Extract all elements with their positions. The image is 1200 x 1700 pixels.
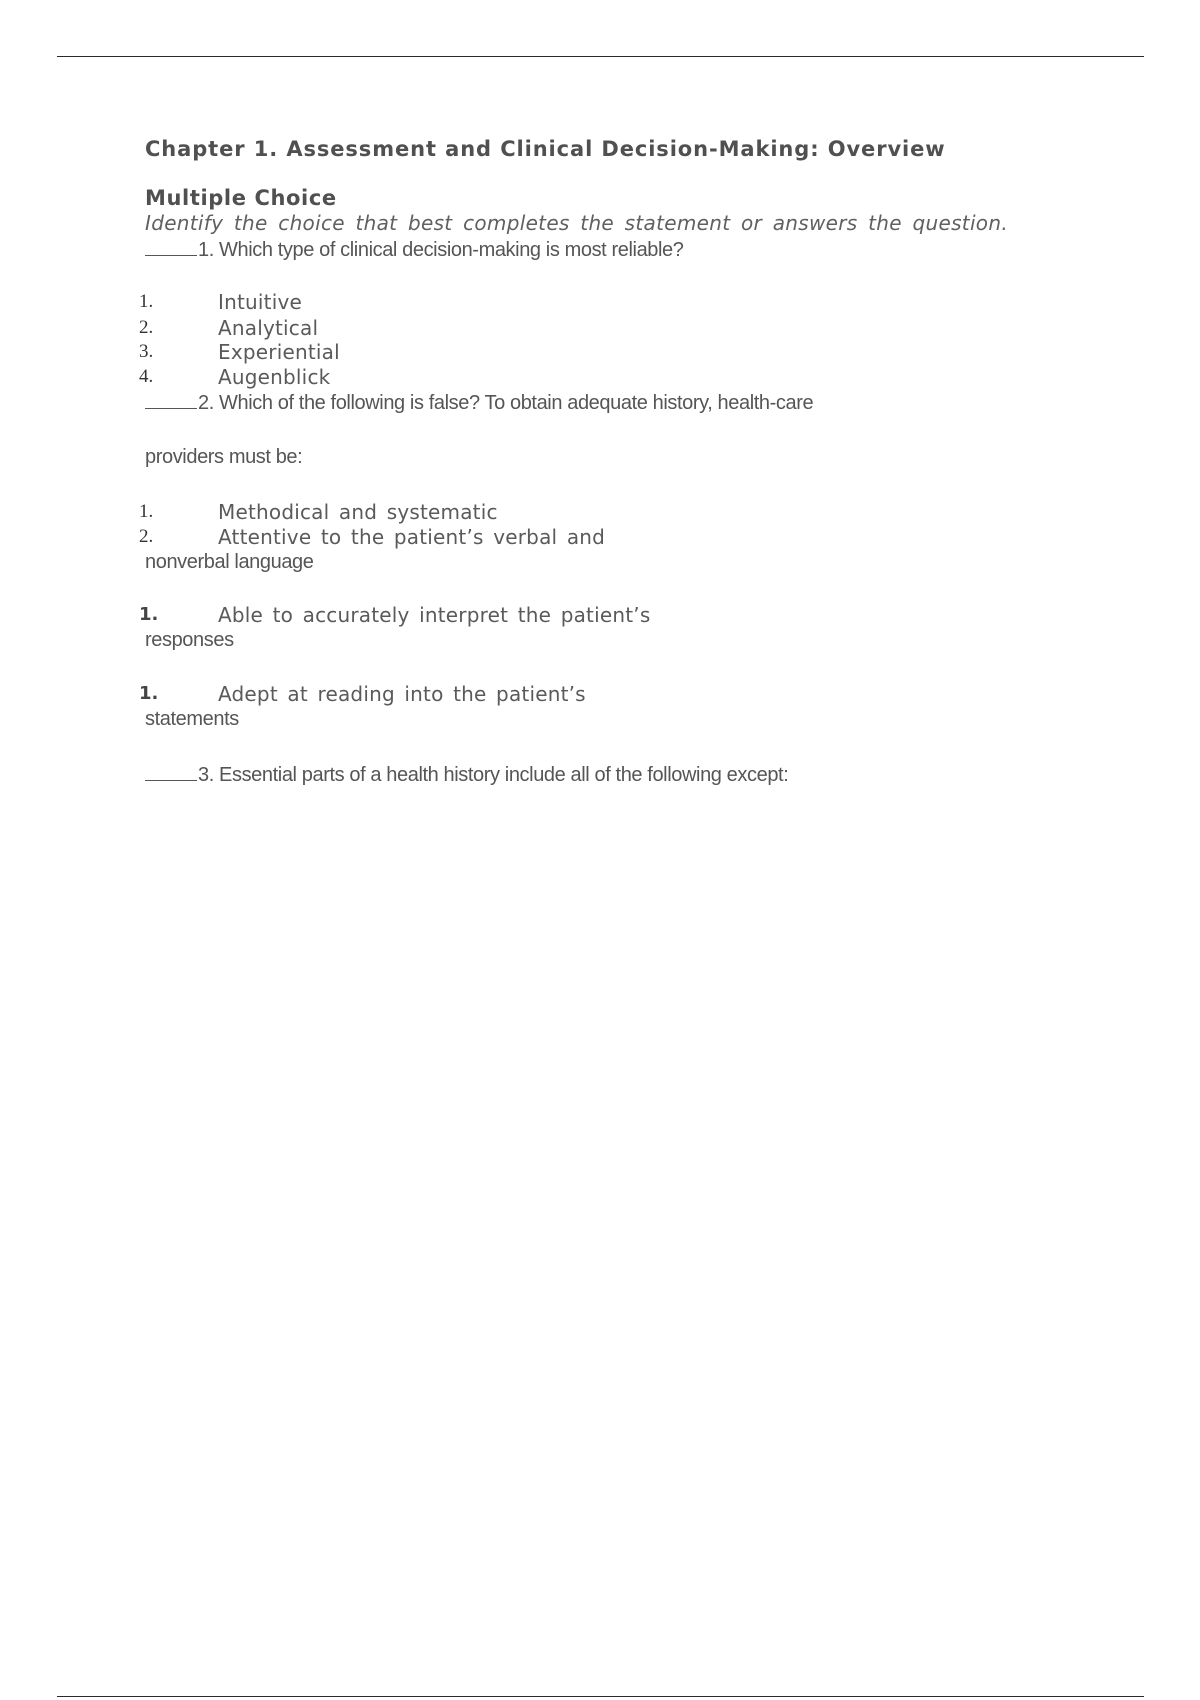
question-2 — [145, 391, 813, 415]
question-3 — [145, 763, 788, 787]
option-text: Adept at reading into the patient’s — [218, 682, 586, 706]
question-3-text: 3. Essential parts of a health history include all of the following except: — [198, 764, 789, 786]
option-text: Augenblick — [218, 365, 331, 389]
option-text: Able to accurately interpret the patient’s — [218, 603, 651, 627]
answer-blank[interactable] — [145, 763, 197, 781]
option-text-wrap: statements — [145, 708, 239, 730]
option-number: 4. — [139, 366, 154, 387]
section-title: Multiple Choice — [145, 186, 337, 210]
instructions: Identify the choice that best completes the statement or answers the question. — [145, 211, 1008, 235]
option-text: Analytical — [218, 316, 319, 340]
answer-blank[interactable] — [145, 391, 197, 409]
footer-rule — [57, 1696, 1144, 1697]
option-number: 2. — [139, 526, 154, 547]
option-text: Attentive to the patient’s verbal and — [218, 525, 606, 549]
option-number: 3. — [139, 341, 154, 362]
option-text-wrap: responses — [145, 629, 234, 651]
chapter-title: Chapter 1. Assessment and Clinical Decision-Making: Overview — [145, 137, 946, 161]
answer-blank[interactable] — [145, 238, 197, 256]
header-rule — [57, 56, 1144, 57]
option-number: 1. — [139, 604, 159, 625]
option-number: 1. — [139, 291, 154, 312]
option-text: Experiential — [218, 340, 340, 364]
question-2-continuation: providers must be: — [145, 446, 303, 468]
option-text: Intuitive — [218, 290, 302, 314]
option-number: 1. — [139, 683, 159, 704]
option-number: 2. — [139, 317, 154, 338]
question-2-text: 2. Which of the following is false? To obtain adequate history, health-care — [198, 392, 814, 414]
question-1-text: 1. Which type of clinical decision-making is most reliable? — [198, 239, 684, 261]
question-1 — [145, 238, 684, 262]
option-text-wrap: nonverbal language — [145, 551, 314, 573]
option-number: 1. — [139, 501, 154, 522]
option-text: Methodical and systematic — [218, 500, 498, 524]
